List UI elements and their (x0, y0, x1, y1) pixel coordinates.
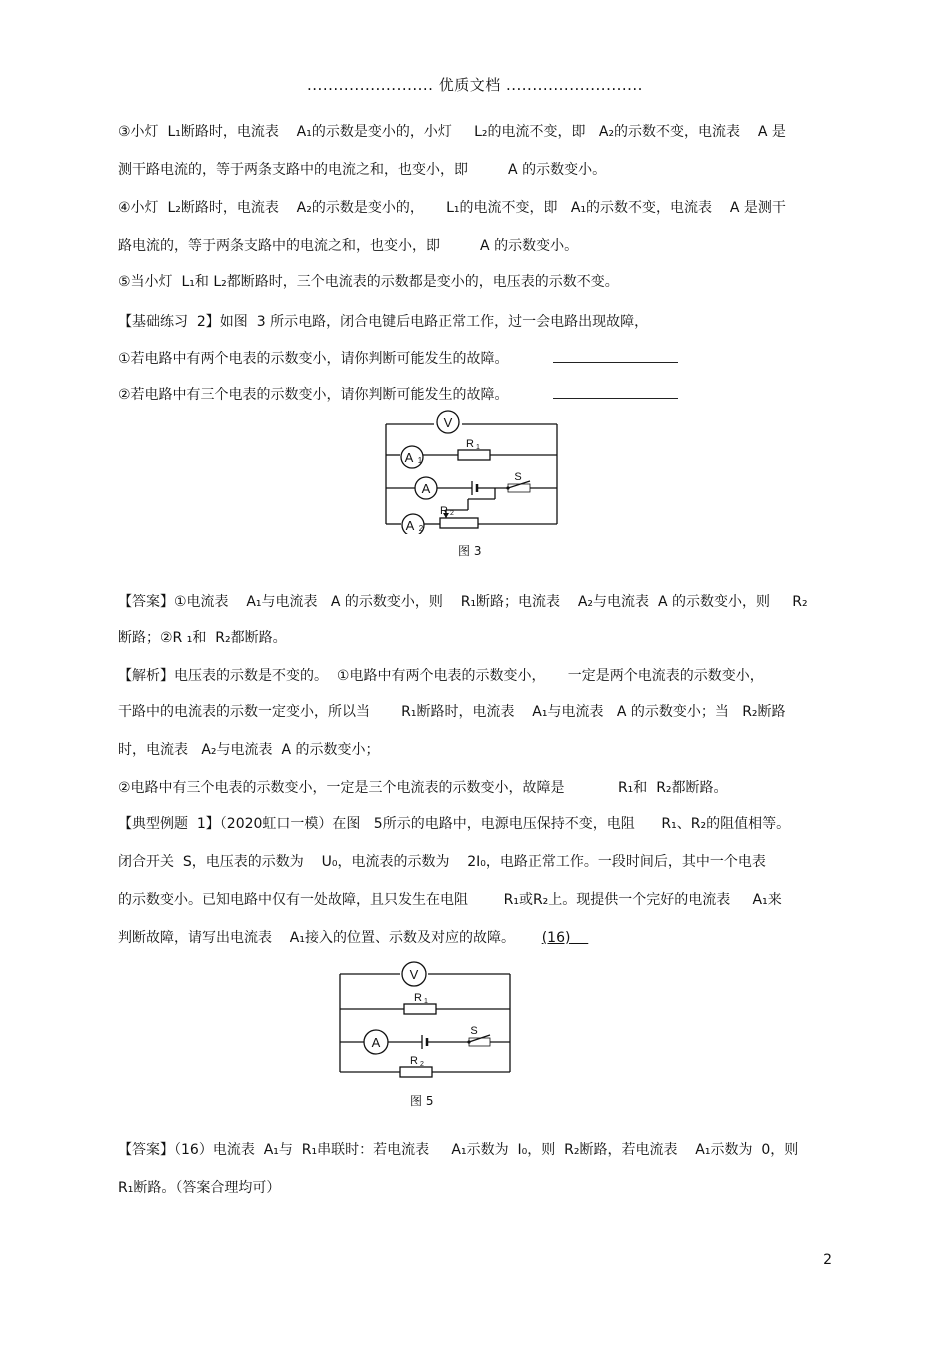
resistor-r1-label: R (466, 438, 474, 450)
ammeter-a-label: A (421, 481, 431, 496)
answer-blank-16[interactable]: (16) (541, 930, 571, 946)
switch-s-label: S (470, 1025, 478, 1037)
voltmeter-label: V (443, 415, 453, 430)
answer-blank-2[interactable] (553, 384, 678, 399)
resistor-r2-label: R (440, 505, 448, 517)
voltmeter-label: V (409, 967, 419, 982)
resistor-r1-label: R (414, 992, 422, 1004)
circuit-figure-5 (334, 960, 516, 1082)
switch-s-label: S (514, 471, 522, 483)
circuit-figure-3 (380, 404, 565, 534)
text-line: ④小灯 L₂断路时，电流表 A₂的示数是变小的， L₁的电流不变，即 A₁的示数不变，电流表 A 是测干 (118, 200, 786, 216)
page-number: 2 (823, 1252, 832, 1268)
figure-3-caption: 图 3 (458, 544, 482, 558)
example-title: 【典型例题 1】（2020虹口一模）在图 5所示的电路中，电源电压保持不变，电阻 R₁、R₂的阻值相等。 (118, 816, 791, 832)
analysis-text: ②电路中有三个电表的示数变小，一定是三个电流表的示数变小，故障是 R₁和 R₂都断路。 (118, 780, 728, 796)
svg-text:1: 1 (417, 456, 423, 465)
example-question: 判断故障，请写出电流表 A₁接入的位置、示数及对应的故障。 (16) (118, 930, 571, 946)
ammeter-a2-label: A (405, 518, 415, 533)
figure-5-caption: 图 5 (410, 1094, 434, 1108)
example-text: 闭合开关 S，电压表的示数为 U₀，电流表的示数为 2I₀，电路正常工作。一段时间后，其中一个电表 (118, 854, 766, 870)
svg-text:2: 2 (450, 510, 454, 517)
answer-text: 断路；②R ₁和 R₂都断路。 (118, 630, 287, 646)
text-line: 测干路电流的，等于两条支路中的电流之和，也变小，即 A 的示数变小。 (118, 162, 607, 178)
text-line: 路电流的，等于两条支路中的电流之和，也变小，即 A 的示数变小。 (118, 238, 579, 254)
text-line: ③小灯 L₁断路时，电流表 A₁的示数是变小的，小灯 L₂的电流不变，即 A₂的示数不变，电流表 A 是 (118, 124, 786, 140)
ammeter-a-label: A (371, 1035, 381, 1050)
svg-text:2: 2 (418, 524, 424, 533)
analysis-text: 时，电流表 A₂与电流表 A 的示数变小； (118, 742, 380, 758)
svg-text:2: 2 (420, 1061, 424, 1068)
svg-text:1: 1 (424, 998, 428, 1005)
analysis-text: 干路中的电流表的示数一定变小，所以当 R₁断路时，电流表 A₁与电流表 A 的示数变小；当 R₂断路 (118, 704, 786, 720)
exercise-title: 【基础练习 2】如图 3 所示电路，闭合电键后电路正常工作，过一会电路出现故障， (118, 314, 649, 330)
page-header: ........................ 优质文档 .......................... (307, 76, 643, 94)
answer-text: 【答案】（16）电流表 A₁与 R₁串联时：若电流表 A₁示数为 I₀，则 R₂断路，若电流表 A₁示数为 0，则 (118, 1142, 799, 1158)
question-2: ②若电路中有三个电表的示数变小，请你判断可能发生的故障。 (118, 384, 838, 405)
answer-blank-1[interactable] (553, 348, 678, 363)
answer-text: 【答案】①电流表 A₁与电流表 A 的示数变小，则 R₁断路；电流表 A₂与电流表 A 的示数变小，则 R₂ (118, 594, 808, 610)
text-line: ⑤当小灯 L₁和 L₂都断路时，三个电流表的示数都是变小的，电压表的示数不变。 (118, 274, 619, 290)
svg-text:1: 1 (476, 444, 480, 451)
analysis-text: 【解析】电压表的示数是不变的。 ①电路中有两个电表的示数变小， 一定是两个电流表的示数变小， (118, 668, 764, 684)
resistor-r2-label: R (410, 1055, 418, 1067)
question-1: ①若电路中有两个电表的示数变小，请你判断可能发生的故障。 (118, 348, 838, 369)
answer-text: R₁断路。（答案合理均可） (118, 1180, 281, 1196)
example-text: 的示数变小。已知电路中仅有一处故障，且只发生在电阻 R₁或R₂上。现提供一个完好的电流表 A₁来 (118, 892, 782, 908)
ammeter-a1-label: A (404, 450, 414, 465)
